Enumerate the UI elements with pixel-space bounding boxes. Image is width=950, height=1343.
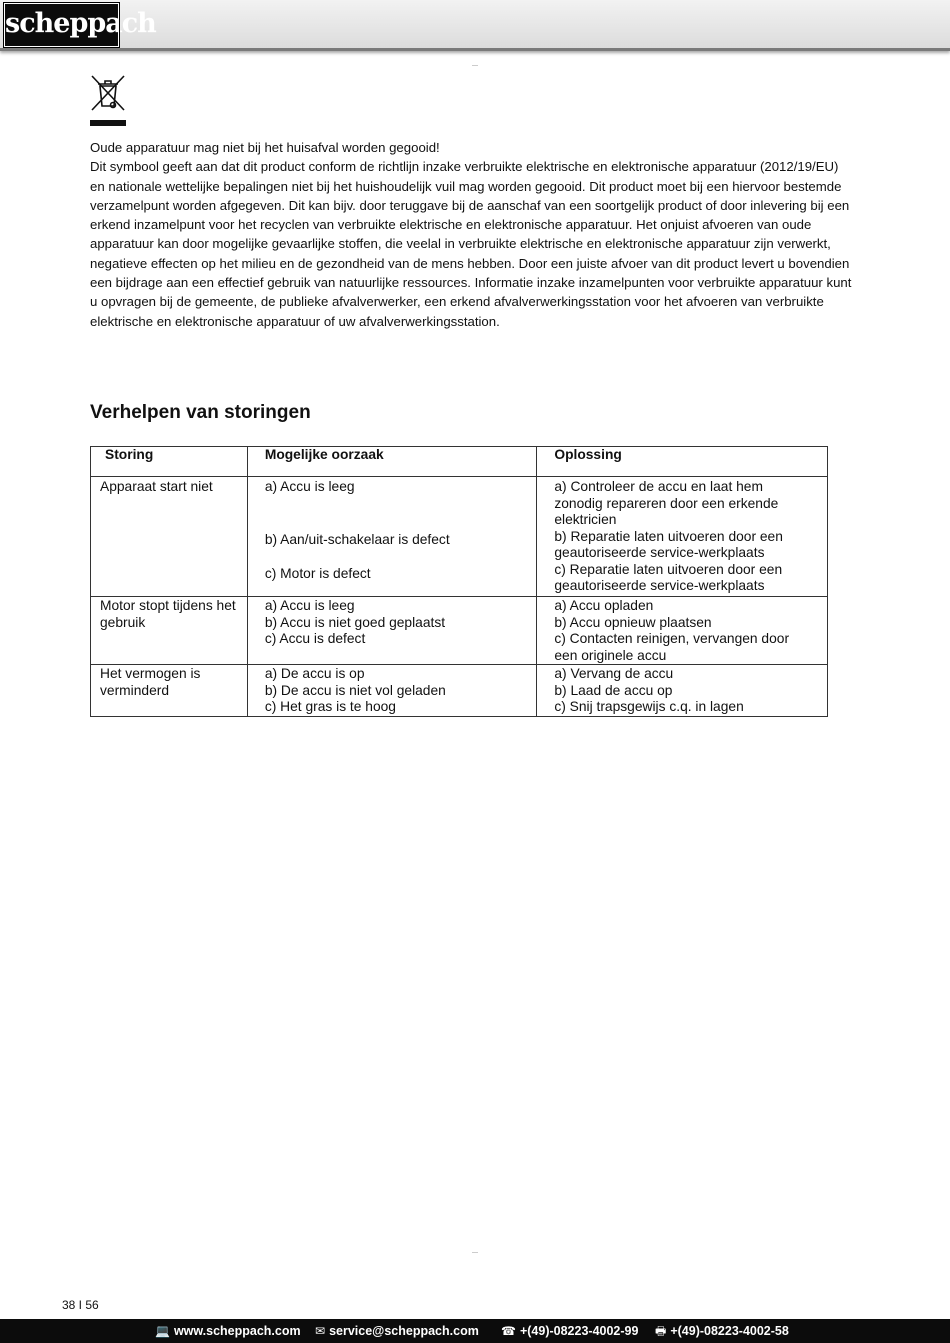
cause-cell [247, 477, 537, 597]
footer-phone[interactable] [501, 1319, 638, 1343]
crop-mark [472, 65, 478, 66]
crop-mark [472, 1252, 478, 1253]
page-footer [0, 1319, 950, 1343]
footer-email[interactable] [315, 1319, 479, 1343]
solution-line: b) Laad de accu op [554, 682, 673, 698]
table-header-row [91, 447, 828, 477]
solution-line: a) Vervang de accu [554, 666, 674, 681]
cause-line: a) Accu is leeg [264, 479, 355, 494]
page-number: 38 I 56 [62, 1298, 99, 1312]
weee-crossed-bin-icon [90, 72, 126, 128]
solution-cell [537, 477, 828, 597]
computer-icon: 💻 [155, 1324, 170, 1338]
section-title: Verhelpen van storingen [90, 402, 311, 423]
cause-line: a) Accu is leeg [264, 598, 355, 613]
table-row [91, 665, 828, 717]
solution-cell [537, 665, 828, 717]
cause-line: b) Aan/uit-schakelaar is defect [264, 531, 450, 547]
footer-phone-text: +(49)-08223-4002-99 [519, 1324, 639, 1338]
cause-cell [247, 597, 537, 665]
footer-fax-text: +(49)-08223-4002-58 [670, 1324, 789, 1338]
footer-website-text: www.scheppach.com [173, 1324, 301, 1338]
cause-line: c) Accu is defect [264, 631, 366, 646]
phone-icon: ☎ [501, 1324, 516, 1338]
solution-line: a) Accu opladen [554, 598, 654, 613]
cause-line: c) Het gras is te hoog [264, 699, 396, 714]
fault-cell: Het vermogen is verminderd [91, 665, 248, 717]
cause-line: b) Accu is niet goed geplaatst [264, 614, 446, 630]
cause-line: b) De accu is niet vol geladen [264, 682, 446, 698]
troubleshooting-table [90, 446, 828, 717]
weee-paragraph: Dit symbool geeft aan dat dit product conform de richtlijn inzake verbruikte elektrische en elektronische apparatuur (2012/19/EU) en nationale wettelijke bepalingen niet bij het huishoudelijk vuil mag worden gegooid. Dit product moet bij een hiervoor bestemde verzamelpunt worden afgegeven. Dit kan bijv. door teruggave bij de aanschaf van een soortgelijk product of door inlevering bij een erkend inzamelpunt voor het recyclen van verbruikte elektrische en elektronische apparatuur. Het onjuist afvoeren van oude apparatuur kan door mogelijke gevaarlijke stoffen, die veelal in verbruikte elektrische en elektronische apparatuur zijn verwerkt, negatieve effecten op het milieu en de gezondheid van de mens hebben. Door een juiste afvoer van dit product levert u bovendien een bijdrage aan een effectief gebruik van natuurlijke ressources. Informatie inzake inzamelpunten voor verbruikte apparatuur kunt u opvragen bij de gemeente, de publieke afvalverwerker, een erkend afvalverwerkingsstation voor het afvoeren van verbruikte elektrische en elektronische apparatuur of uw afvalverwerkingsstation. [90, 159, 852, 329]
footer-email-text: service@scheppach.com [329, 1324, 479, 1338]
cause-line: c) Motor is defect [264, 566, 371, 581]
solution-line: b) Reparatie laten uitvoeren door een geautoriseerde service-werkplaats [554, 528, 783, 560]
page-header [0, 0, 950, 51]
solution-line: b) Accu opnieuw plaatsen [554, 614, 712, 630]
table-row [91, 597, 828, 665]
scheppach-logo: scheppach [4, 3, 119, 47]
column-header-cause: Mogelijke oorzaak [247, 447, 537, 477]
footer-fax[interactable] [655, 1319, 789, 1343]
table-row [91, 477, 828, 597]
mail-icon: ✉ [315, 1324, 326, 1338]
solution-line: c) Contacten reinigen, vervangen door een originele accu [554, 631, 790, 663]
column-header-solution: Oplossing [537, 447, 828, 477]
footer-website[interactable] [155, 1319, 301, 1343]
weee-heading: Oude apparatuur mag niet bij het huisafval worden gegooid! [90, 140, 440, 155]
cause-line: a) De accu is op [264, 666, 365, 681]
cause-cell [247, 665, 537, 717]
solution-line: c) Snij trapsgewijs c.q. in lagen [554, 699, 744, 714]
column-header-fault: Storing [91, 447, 248, 477]
solution-line: c) Reparatie laten uitvoeren door een geautoriseerde service-werkplaats [554, 561, 783, 593]
weee-notice [90, 138, 855, 331]
fax-icon: 🖶 [655, 1324, 667, 1338]
fault-cell: Motor stopt tijdens het gebruik [91, 597, 248, 665]
solution-cell [537, 597, 828, 665]
solution-line: a) Controleer de accu en laat hem zonodig repareren door een erkende elektricien [554, 479, 779, 527]
fault-cell: Apparaat start niet [91, 477, 248, 597]
